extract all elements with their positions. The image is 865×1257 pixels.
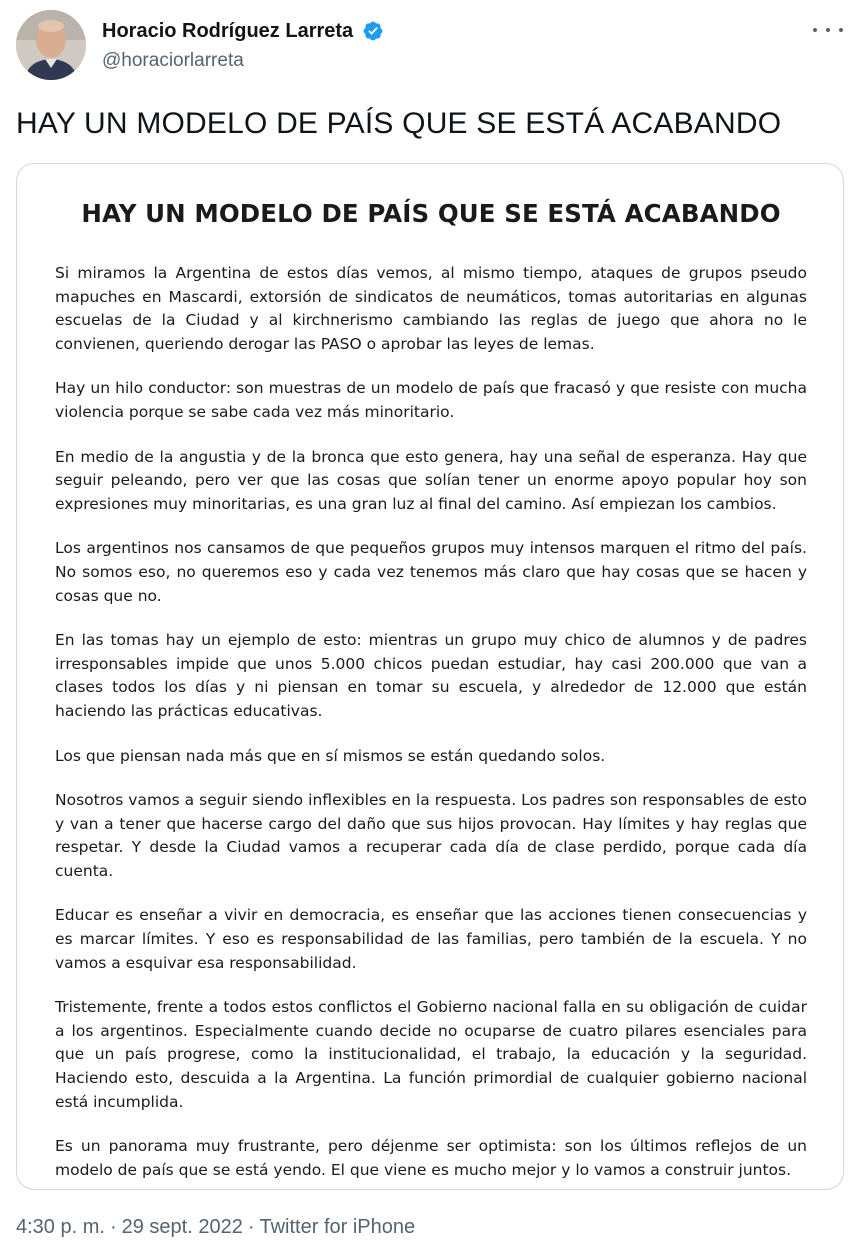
document-paragraph: Si miramos la Argentina de estos días vemos, al mismo tiempo, ataques de grupos pseudo mapuches en Mascardi, extorsión de sindicatos de neumáticos, tomas autoritarias en algunas escuelas de la Ciudad y al kirchnerismo cambiando las reglas de juego que ahora no le convienen, queriendo derogar las PASO o aprobar las leyes de lemas. bbox=[55, 264, 807, 353]
more-options-icon[interactable] bbox=[813, 18, 843, 42]
tweet-metadata bbox=[16, 1213, 415, 1241]
avatar[interactable] bbox=[16, 10, 86, 80]
document-paragraph: En medio de la angustia y de la bronca que esto genera, hay una señal de esperanza. Hay que seguir peleando, pero ver que las cosas que solían tener un enorme apoyo popular hoy son expresiones muy minoritarias, es una gran luz al final del camino. Así empiezan los cambios. bbox=[55, 447, 807, 513]
document-paragraph: Tristemente, frente a todos estos conflictos el Gobierno nacional falla en su obligación de cuidar a los argentinos. Especialmente cuando decide no ocuparse de cuatro pilares esenciales para que un país progrese, como la institucionalidad, el trabajo, la educación y la seguridad. Haciendo esto, descuida a la Argentina. La función primordial de cualquier gobierno nacional está incumplida. bbox=[55, 998, 807, 1111]
tweet-time: 4:30 p. m. bbox=[16, 1216, 105, 1238]
tweet-text: HAY UN MODELO DE PAÍS QUE SE ESTÁ ACABANDO bbox=[16, 107, 782, 140]
tweet-date: 29 sept. 2022 bbox=[121, 1216, 243, 1238]
author-display-name[interactable]: Horacio Rodríguez Larreta bbox=[102, 20, 354, 42]
tweet-source-link[interactable]: Twitter for iPhone bbox=[259, 1216, 416, 1238]
document-paragraph: Es un panorama muy frustrante, pero déjenme ser optimista: son los últimos reflejos de un modelo de país que se está yendo. El que viene es mucho mejor y lo vamos a construir juntos. bbox=[55, 1137, 807, 1179]
document-paragraph: Educar es enseñar a vivir en democracia, es enseñar que las acciones tienen consecuencias y es marcar límites. Y eso es responsabilidad de las familias, pero también de la escuela. Y no vamos a esquivar esa responsabilidad. bbox=[55, 906, 807, 972]
document-paragraph: Los que piensan nada más que en sí mismos se están quedando solos. bbox=[55, 746, 606, 765]
author-names bbox=[102, 18, 384, 74]
tweet-header bbox=[16, 10, 849, 82]
tweet-timestamp-link[interactable] bbox=[16, 1216, 243, 1238]
author-handle[interactable]: @horaciorlarreta bbox=[102, 50, 244, 71]
separator: · bbox=[247, 1216, 255, 1238]
separator: · bbox=[109, 1216, 117, 1238]
verified-badge-icon bbox=[362, 20, 384, 42]
document-paragraph: Hay un hilo conductor: son muestras de un modelo de país que fracasó y que resiste con mucha violencia porque se sabe cada vez más minoritario. bbox=[55, 379, 807, 421]
avatar-image bbox=[16, 10, 86, 80]
document-image bbox=[55, 194, 807, 1190]
document-paragraph: Los argentinos nos cansamos de que pequeños grupos muy intensos marquen el ritmo del país. No somos eso, no queremos eso y cada vez tenemos más claro que hay cosas que se hacen y cosas que no. bbox=[55, 539, 807, 605]
document-title: HAY UN MODELO DE PAÍS QUE SE ESTÁ ACABANDO bbox=[81, 199, 781, 228]
attached-image-card[interactable] bbox=[16, 163, 844, 1190]
document-paragraph: En las tomas hay un ejemplo de esto: mientras un grupo muy chico de alumnos y de padres irresponsables impide que unos 5.000 chicos puedan estudiar, hay casi 200.000 que van a clases todos los días y ni piensan en tomar su escuela, y alrededor de 12.000 que están haciendo las prácticas educativas. bbox=[55, 631, 807, 720]
document-paragraph: Nosotros vamos a seguir siendo inflexibles en la respuesta. Los padres son responsables de esto y van a tener que hacerse cargo del daño que sus hijos provocan. Hay límites y hay reglas que respetar. Y desde la Ciudad vamos a recuperar cada día de clase perdido, porque cada día cuenta. bbox=[55, 791, 807, 880]
